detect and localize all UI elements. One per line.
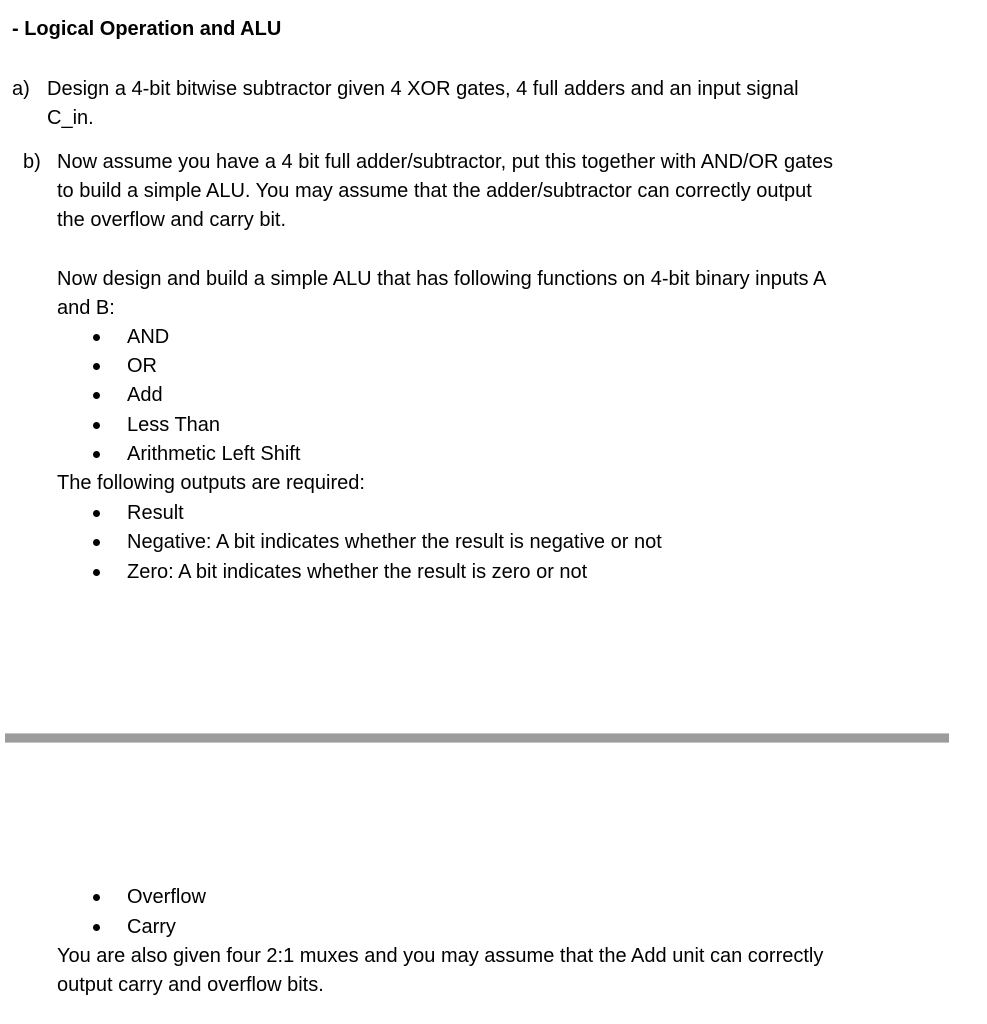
closing-line-2: output carry and overflow bits. [57, 974, 324, 996]
bullet-icon [93, 422, 100, 429]
output-item-negative: Negative: A bit indicates whether the result is negative or not [127, 531, 662, 553]
part-a-line-2: C_in. [47, 107, 94, 129]
bullet-icon [93, 510, 100, 517]
section-title: - Logical Operation and ALU [12, 18, 282, 40]
part-b-line-3: the overflow and carry bit. [57, 209, 286, 231]
design-line-1: Now design and build a simple ALU that has following functions on 4-bit binary inputs A [57, 268, 827, 290]
function-item-less-than: Less Than [127, 414, 221, 436]
part-a-marker: a) [12, 78, 30, 100]
outputs-intro: The following outputs are required: [57, 472, 365, 494]
output-item-carry: Carry [127, 916, 176, 938]
part-b-line-2: to build a simple ALU. You may assume that the adder/subtractor can correctly output [57, 180, 812, 202]
bullet-icon [93, 451, 100, 458]
part-a-line-1: Design a 4-bit bitwise subtractor given 4 XOR gates, 4 full adders and an input signal [47, 78, 799, 100]
bullet-icon [93, 924, 100, 931]
function-item-or: OR [127, 355, 157, 377]
part-b-line-1: Now assume you have a 4 bit full adder/subtractor, put this together with AND/OR gates [57, 151, 833, 173]
output-item-overflow: Overflow [127, 886, 206, 908]
closing-line-1: You are also given four 2:1 muxes and you may assume that the Add unit can correctly [57, 945, 824, 967]
bullet-icon [93, 894, 100, 901]
page-separator [5, 733, 949, 743]
bullet-icon [93, 363, 100, 370]
bullet-icon [93, 392, 100, 399]
function-item-arithmetic-left-shift: Arithmetic Left Shift [127, 443, 301, 465]
function-item-and: AND [127, 326, 170, 348]
bullet-icon [93, 539, 100, 546]
function-item-add: Add [127, 384, 163, 406]
bullet-icon [93, 334, 100, 341]
output-item-result: Result [127, 502, 184, 524]
part-b-marker: b) [23, 151, 41, 173]
bullet-icon [93, 569, 100, 576]
output-item-zero: Zero: A bit indicates whether the result is zero or not [127, 561, 588, 583]
design-line-2: and B: [57, 297, 115, 319]
